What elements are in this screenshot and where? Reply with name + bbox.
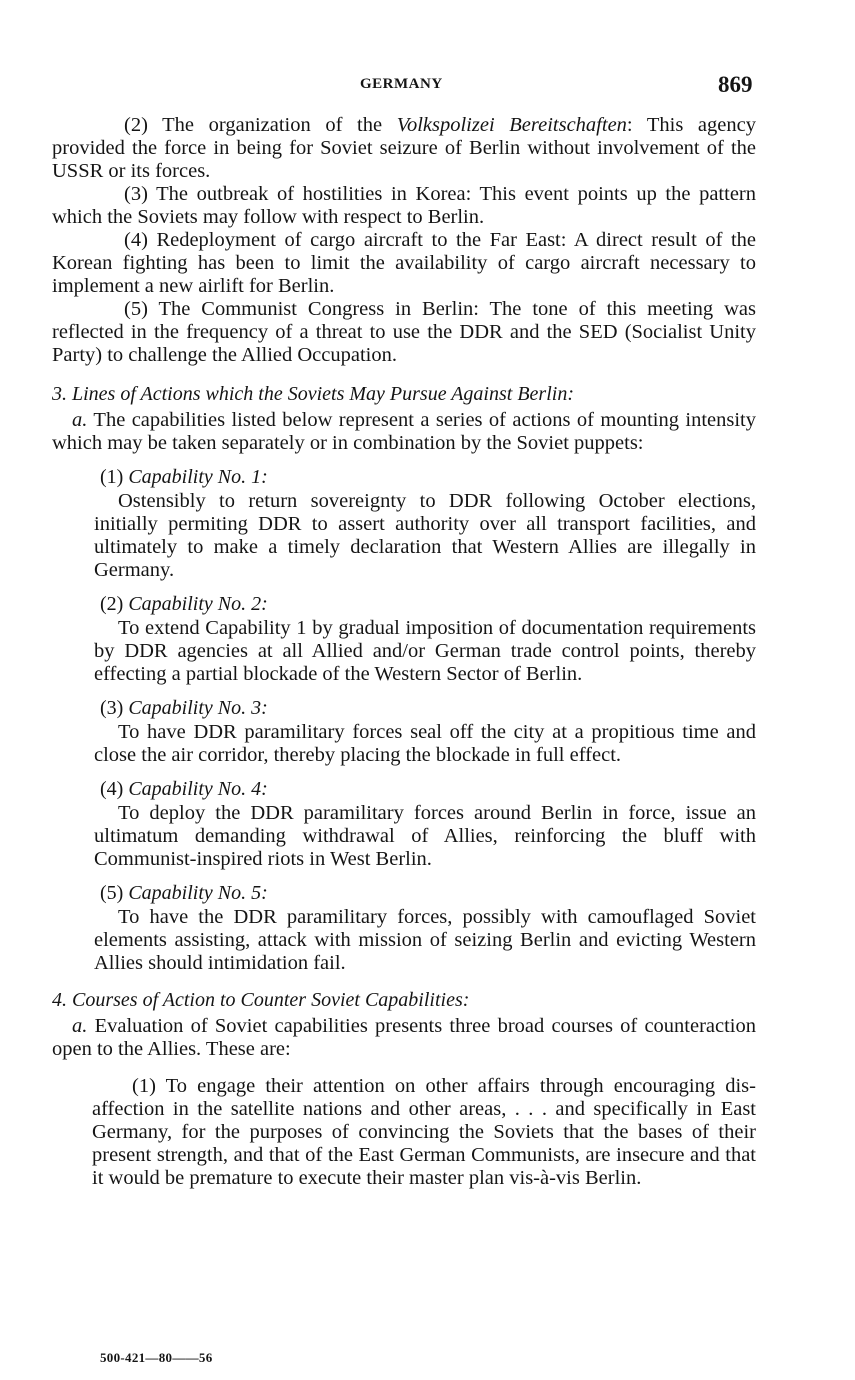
section-3-heading: 3. Lines of Actions which the Soviets May Pursue Against Berlin:: [52, 383, 574, 405]
capability-1-heading: (1) Capability No. 1:: [100, 466, 268, 488]
section-4-intro: [52, 1015, 756, 1061]
capability-3-heading: (3) Capability No. 3:: [100, 697, 268, 719]
capability-3-text: To have DDR paramilitary forces seal off the city at a propitious time and close the air corridor, thereby placing the blockade in full effect.: [94, 721, 756, 766]
page-body: [52, 114, 756, 1190]
page-number: 869: [718, 72, 753, 97]
capability-2-heading: (2) Capability No. 2:: [100, 593, 268, 615]
capability-4-text: To deploy the DDR paramilitary forces around Berlin in force, issue an ultimatum demanding withdrawal of Allies, reinforcing the bluff with Communist-inspired riots in West Berlin.: [94, 802, 756, 870]
item-4: (4) Redeployment of cargo aircraft to the Far East: A direct result of the Korean fighting has been to limit the availability of cargo aircraft necessary to implement a new airlift for Berlin.: [52, 229, 756, 297]
item-5: (5) The Communist Congress in Berlin: The tone of this meeting was reflected in the frequency of a threat to use the DDR and the SED (Socialist Unity Party) to challenge the Allied Occupation.: [52, 298, 756, 366]
section-3-intro-text: The capabilities listed below represent a series of actions of mounting intensity which may be taken separately or in combination by the Soviet puppets:: [52, 409, 756, 454]
course-1: (1) To engage their attention on other affairs through encouraging dis-affection in the satellite nations and other areas, . . . and specifically in East Germany, for the purposes of convincing the Soviets that the bases of their present strength, and that of the East German Communists, are insecure and that it would be premature to execute their master plan vis-à-vis Berlin.: [92, 1075, 756, 1189]
capability-4: [52, 776, 756, 871]
section-4-heading: 4. Courses of Action to Counter Soviet Capabilities:: [52, 989, 470, 1011]
capability-5-heading: (5) Capability No. 5:: [100, 882, 268, 904]
capability-1-text: Ostensibly to return sovereignty to DDR following October elections, initially permiting DDR to assert authority over all transport facilities, and ultimately to make a timely declaration that Western Allies are illegally in Germany.: [94, 490, 756, 581]
print-code-footer: 500-421—80——56: [100, 1350, 213, 1365]
section-4-intro-text: Evaluation of Soviet capabilities presents three broad courses of counteraction open to the Allies. These are:: [52, 1015, 756, 1060]
capability-5-text: To have the DDR paramilitary forces, possibly with camouflaged Soviet elements assisting, attack with mission of seizing Berlin and evicting Western Allies should intimidation fail.: [94, 906, 756, 974]
section-4-intro-letter: a.: [72, 1015, 88, 1037]
capability-5: [52, 880, 756, 975]
section-3-intro-letter: a.: [72, 409, 88, 431]
item-2-rest: : This agency provided the force in being for Soviet seizure of Berlin without involvement of the USSR or its forces.: [52, 114, 756, 182]
capability-1: [52, 464, 756, 582]
running-head: GERMANY: [360, 76, 443, 92]
capability-3: [52, 695, 756, 767]
capability-2: [52, 591, 756, 686]
item-2-lead: (2) The organization of the: [124, 114, 397, 136]
capability-4-heading: (4) Capability No. 4:: [100, 778, 268, 800]
section-3-intro: [52, 409, 756, 455]
capability-2-text: To extend Capability 1 by gradual imposition of documentation requirements by DDR agencies at all Allied and/or German trade control points, thereby effecting a partial blockade of the Western Sector of Berlin.: [94, 617, 756, 685]
item-2: [52, 114, 756, 183]
item-3: (3) The outbreak of hostilities in Korea: This event points up the pattern which the Soviets may follow with respect to Berlin.: [52, 183, 756, 228]
item-2-term: Volkspolizei Bereitschaften: [396, 114, 627, 136]
